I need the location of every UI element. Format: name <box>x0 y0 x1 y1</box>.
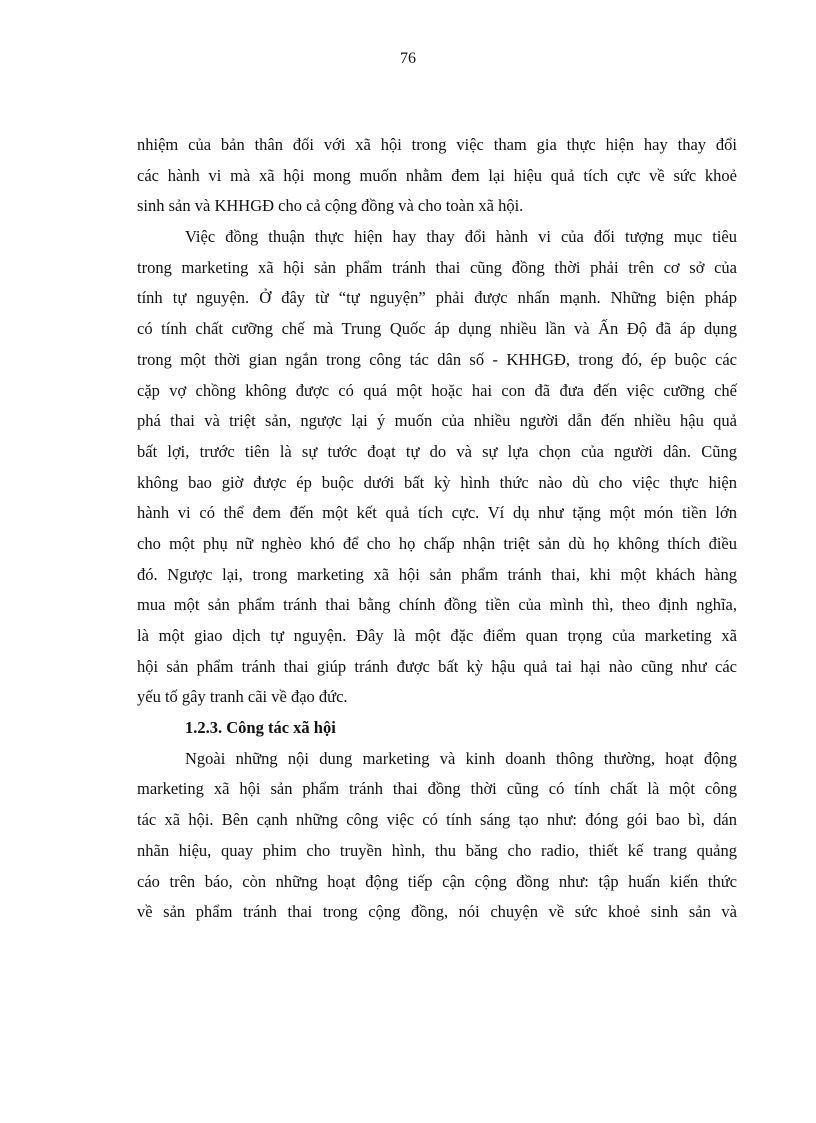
section-heading: 1.2.3. Công tác xã hội <box>185 718 336 738</box>
text-line: có tính chất cưỡng chế mà Trung Quốc áp dụng nhiều lần và Ấn Độ đã áp dụng <box>137 319 737 339</box>
page-number: 76 <box>400 50 416 67</box>
text-line: hành vi có thể đem đến một kết quả tích cực. Ví dụ như tặng một món tiền lớn <box>137 503 737 523</box>
paragraph <box>137 744 737 928</box>
text-line: Ngoài những nội dung marketing và kinh doanh thông thường, hoạt động <box>185 748 737 768</box>
text-line: không bao giờ được ép buộc dưới bất kỳ hình thức nào dù cho việc thực hiện <box>137 472 737 492</box>
text-line: trong marketing xã hội sản phẩm tránh thai cũng đồng thời phải trên cơ sở của <box>137 257 737 277</box>
paragraph <box>137 130 737 222</box>
text-line: tính tự nguyện. Ở đây từ “tự nguyện” phải được nhấn mạnh. Những biện pháp <box>137 288 737 308</box>
text-line: marketing xã hội sản phẩm tránh thai đồng thời cũng có tính chất là một công <box>137 779 737 799</box>
text-line: nhãn hiệu, quay phim cho truyền hình, thu băng cho radio, thiết kế trang quảng <box>137 840 737 860</box>
text-line: nhiệm của bản thân đối với xã hội trong việc tham gia thực hiện hay thay đổi <box>137 135 737 154</box>
text-line: cho một phụ nữ nghèo khó để cho họ chấp nhận triệt sản dù họ không thích điều <box>137 533 737 553</box>
text-line: về sản phẩm tránh thai trong cộng đồng, nói chuyện về sức khoẻ sinh sản và <box>137 902 737 922</box>
document-body <box>137 130 737 928</box>
text-line: phá thai và triệt sản, ngược lại ý muốn của nhiều người dẫn đến nhiều hậu quả <box>137 411 737 431</box>
text-line: Việc đồng thuận thực hiện hay thay đổi hành vi của đối tượng mục tiêu <box>185 227 737 247</box>
text-line: tác xã hội. Bên cạnh những công việc có tính sáng tạo như: đóng gói bao bì, dán <box>137 810 737 830</box>
text-line: bất lợi, trước tiên là sự tước đoạt tự do và sự lựa chọn của người dân. Cũng <box>137 441 737 461</box>
text-line: hội sản phẩm tránh thai giúp tránh được bất kỳ hậu quả tai hại nào cũng như các <box>137 656 737 676</box>
text-line: sinh sản và KHHGĐ cho cả cộng đồng và cho toàn xã hội. <box>137 196 524 216</box>
text-line: cặp vợ chồng không được có quá một hoặc hai con đã đưa đến việc cưỡng chế <box>137 380 737 400</box>
text-line: cáo trên báo, còn những hoạt động tiếp cận cộng đồng như: tập huấn kiến thức <box>137 871 737 891</box>
text-line: các hành vi mà xã hội mong muốn nhằm đem lại hiệu quả tích cực về sức khoẻ <box>137 165 737 185</box>
text-line: mua một sản phẩm tránh thai bằng chính đồng tiền của mình thì, theo định nghĩa, <box>137 595 737 615</box>
paragraph <box>137 222 737 713</box>
text-line: là một giao dịch tự nguyện. Đây là một đặc điểm quan trọng của marketing xã <box>137 626 737 645</box>
text-line: trong một thời gian ngắn trong công tác dân số - KHHGĐ, trong đó, ép buộc các <box>137 349 737 369</box>
text-line: yếu tố gây tranh cãi về đạo đức. <box>137 687 348 707</box>
text-line: đó. Ngược lại, trong marketing xã hội sản phẩm tránh thai, khi một khách hàng <box>137 564 737 584</box>
